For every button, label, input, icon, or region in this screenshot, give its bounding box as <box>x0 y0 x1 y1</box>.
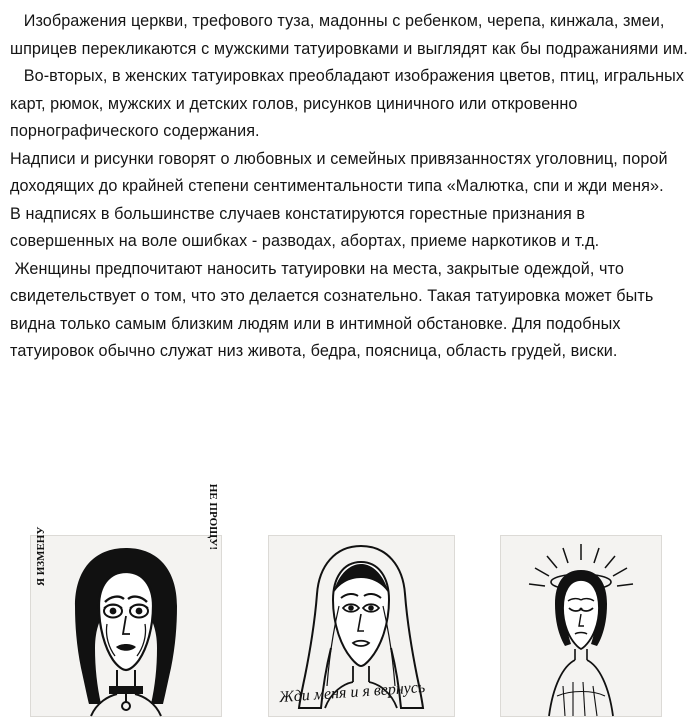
tattoo-2-script-text: Жди меня и я вернусь <box>278 678 426 707</box>
paragraph-1: Изображения церкви, трефового туза, мадонны с ребенком, черепа, кинжала, змеи, шприцев перекликаются с мужскими татуировками и выглядят как бы подражаниями им. <box>10 12 688 58</box>
illustration-row <box>0 483 700 717</box>
article-text <box>10 8 690 366</box>
tattoo-1-right-text: НЕ ПРОЩУ! <box>207 483 219 550</box>
tattoo-1-left-text: Я ИЗМЕНУ <box>35 526 47 586</box>
tattoo-drawing-1 <box>31 536 221 716</box>
tattoo-woman-long-hair-image <box>268 535 455 717</box>
tattoo-madonna-halo-image <box>500 535 662 717</box>
paragraph-3: Надписи и рисунки говорят о любовных и семейных привязанностях уголовниц, порой доходящих до крайней степени сентиментальности типа «Малютка, спи и жди меня». <box>10 149 673 195</box>
paragraph-2: Во-вторых, в женских татуировках преобладают изображения цветов, птиц, игральных карт, рюмок, мужских и детских голов, рисунков циничного или откровенно порнографического содержания. <box>10 67 689 140</box>
tattoo-woman-dark-hair-image <box>30 483 222 717</box>
paragraph-4: В надписях в большинстве случаев констатируются горестные признания в совершенных на воле ошибках - разводах, абортах, приеме наркотиков и т.д. <box>10 204 600 250</box>
paragraph-5: Женщины предпочитают наносить татуировки на места, закрытые одеждой, что свидетельствует о том, что это делается сознательно. Такая татуировка может быть видна только самым близким людям или в интимной обстановке. Для подобных татуировок обычно служат низ живота, бедра, поясница, область грудей, виски. <box>10 259 658 360</box>
tattoo-drawing-3 <box>501 536 661 716</box>
